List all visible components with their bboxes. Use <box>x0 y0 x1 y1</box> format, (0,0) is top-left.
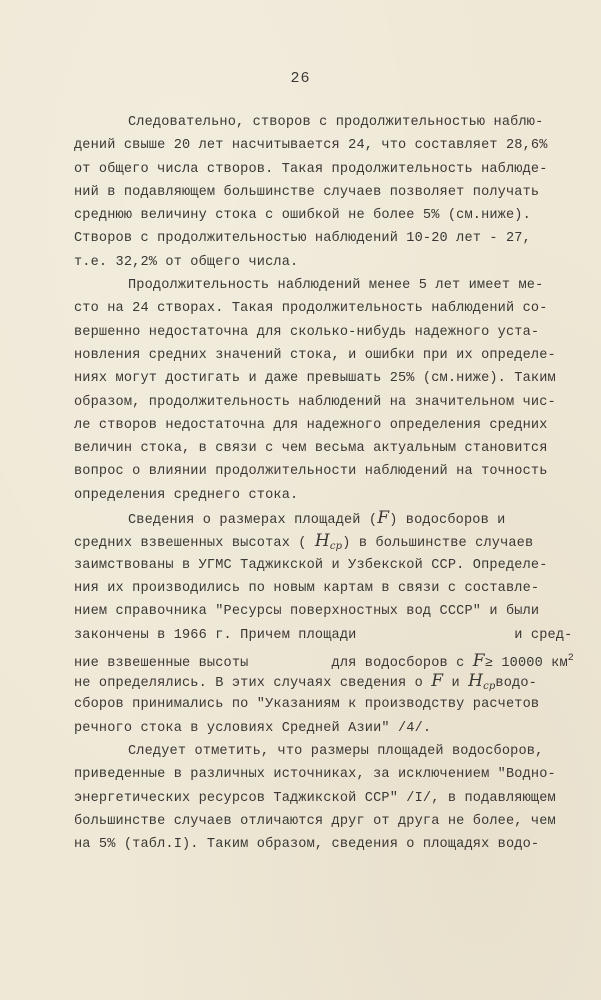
text-fragment: ние взвешенные высоты для водосборов с <box>74 655 473 671</box>
text-line: речного стока в условиях Средней Азии" /4/. <box>74 720 432 736</box>
text-line: вопрос о влиянии продолжительности наблюдений на точность <box>74 464 548 480</box>
height-subscript: ср <box>329 541 343 553</box>
text-line: сборов принимались по "Указаниям к производству расчетов <box>74 697 540 713</box>
height-subscript: ср <box>483 681 496 693</box>
text-line: нием справочника "Ресурсы поверхностных вод СССР" и были <box>74 604 540 620</box>
text-line: ле створов недостаточна для надежного определения средних <box>74 417 548 433</box>
superscript: 2 <box>567 652 574 664</box>
text-line: сто на 24 створах. Такая продолжительность наблюдений со- <box>74 301 548 317</box>
text-fragment: и <box>443 676 469 692</box>
text-line: среднюю величину стока с ошибкой не более 5% (см.ниже). <box>74 208 531 224</box>
text-line: заимствованы в УГМС Таджикской и Узбекской ССР. Определе- <box>74 557 548 573</box>
area-symbol-f: F <box>472 650 485 671</box>
text-line: Продолжительность наблюдений менее 5 лет имеет ме- <box>128 278 544 294</box>
text-fragment: водо- <box>495 676 537 692</box>
text-fragment: Сведения о размерах площадей ( <box>128 513 378 529</box>
text-line: Створов с продолжительностью наблюдений 10-20 лет - 27, <box>74 231 531 247</box>
area-symbol-f: F <box>377 508 390 529</box>
height-symbol-h: H <box>314 531 330 552</box>
text-line <box>74 530 579 553</box>
text-line: новления средних значений стока, и ошибки при их определе- <box>74 347 556 363</box>
text-line: величин стока, в связи с чем весьма актуальным становится <box>74 441 548 457</box>
area-symbol-f: F <box>431 671 444 692</box>
text-line: ниях могут достигать и даже превышать 25% (см.ниже). Таким <box>74 371 556 387</box>
height-symbol-h: H <box>468 671 484 692</box>
text-line: энергетических ресурсов Таджикской ССР" /I/, в подавляющем <box>74 790 556 806</box>
text-line: дений свыше 20 лет насчитывается 24, что составляет 28,6% <box>74 138 548 154</box>
text-line: Следовательно, створов с продолжительностью наблю- <box>128 115 544 130</box>
text-line: ния их производились по новым картам в связи с составле- <box>74 580 540 596</box>
text-line: закончены в 1966 г. Причем площади и сред- <box>74 627 573 643</box>
text-line: на 5% (табл.I). Таким образом, сведения о площадях водо- <box>74 837 540 853</box>
text-line: образом, продолжительность наблюдений на значительном чис- <box>74 394 556 410</box>
text-fragment: ) в большинстве случаев <box>342 536 534 552</box>
text-line: большинстве случаев отличаются друг от друга не более, чем <box>74 813 556 829</box>
text-fragment: ) водосборов и <box>389 513 506 529</box>
text-line: Следует отметить, что размеры площадей водосборов, <box>128 744 544 760</box>
text-line: т.е. 32,2% от общего числа. <box>74 254 299 270</box>
text-fragment: средних взвешенных высотах ( <box>74 536 315 552</box>
text-line: вершенно недостаточна для сколько-нибудь надежного уста- <box>74 324 540 340</box>
page-number: 26 <box>290 70 311 87</box>
text-line: определения среднего стока. <box>74 487 299 503</box>
text-line: от общего числа створов. Такая продолжительность наблюде- <box>74 161 548 177</box>
text-line: ний в подавляющем большинстве случаев позволяет получать <box>74 184 540 200</box>
text-fragment: не определялись. В этих случаях сведения о <box>74 676 432 692</box>
body-text <box>74 111 579 857</box>
text-line <box>74 670 579 693</box>
text-line <box>74 647 579 670</box>
text-line <box>74 507 579 530</box>
text-fragment: ≥ 10000 км <box>484 655 568 671</box>
text-line: приведенные в различных источниках, за исключением "Водно- <box>74 767 556 783</box>
